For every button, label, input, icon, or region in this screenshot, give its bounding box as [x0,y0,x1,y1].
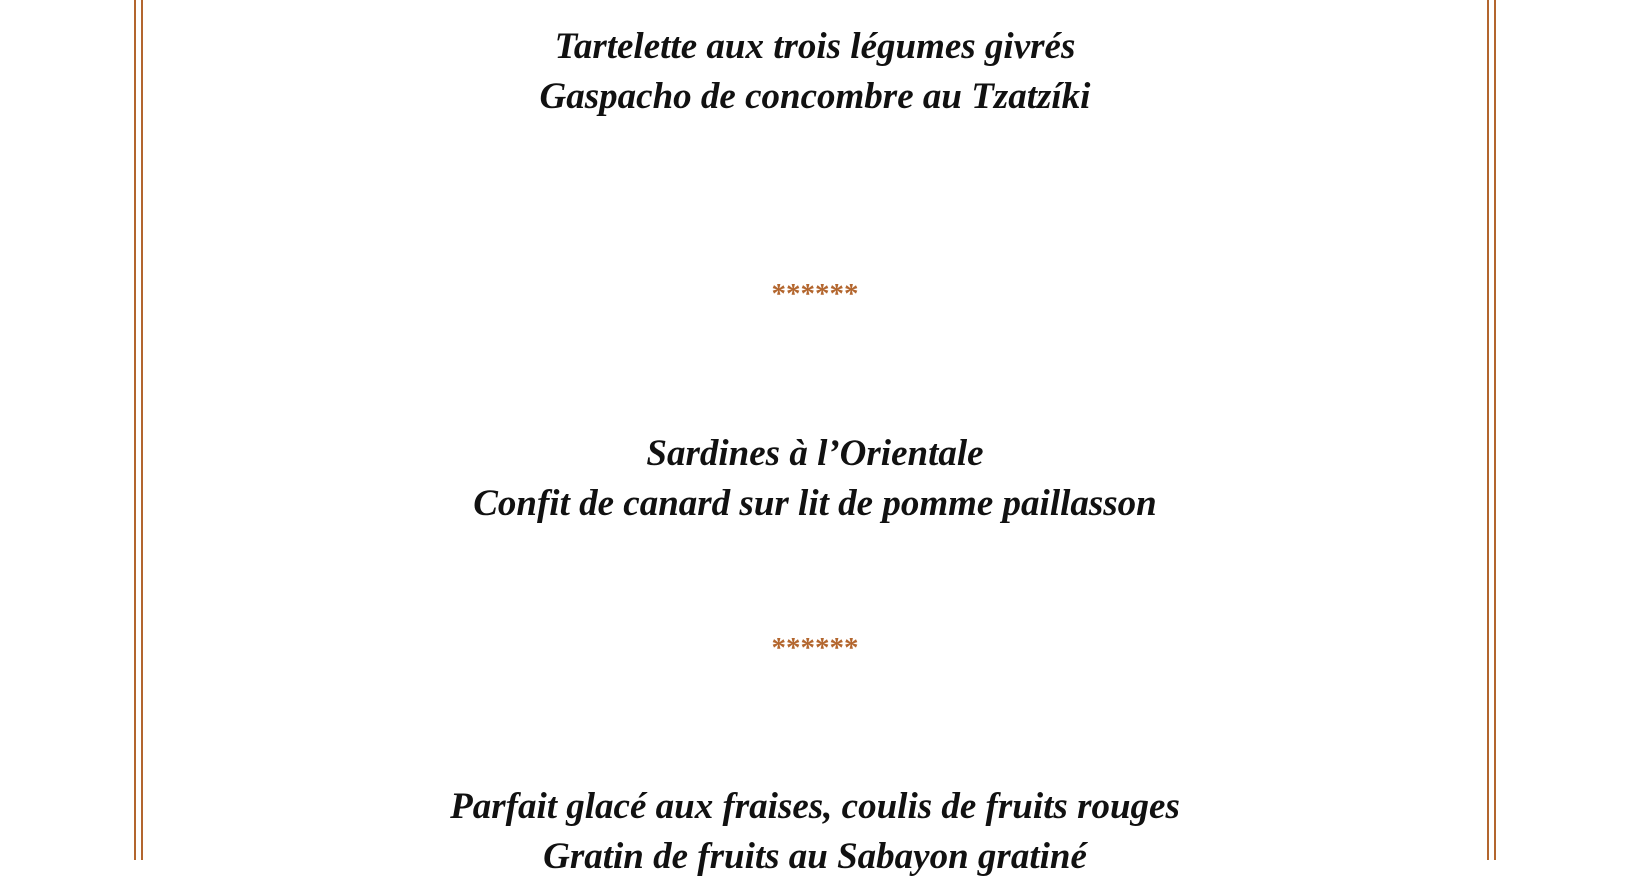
starter-dish-1: Tartelette aux trois légumes givrés [554,26,1076,67]
starter-dish-2: Gaspacho de concombre au Tzatzíki [539,76,1091,117]
main-dish-2: Confit de canard sur lit de pomme paillasson [473,483,1157,524]
dessert-dish-2: Gratin de fruits au Sabayon gratiné [543,836,1087,877]
course-separator-2: ****** [771,632,859,664]
course-separator-1: ****** [771,278,859,310]
main-dish-1: Sardines à l’Orientale [646,433,984,474]
dessert-dish-1: Parfait glacé aux fraises, coulis de fruits rouges [450,786,1180,827]
right-border-frame [1487,0,1496,860]
left-border-frame [134,0,143,860]
menu-card [145,0,1485,877]
